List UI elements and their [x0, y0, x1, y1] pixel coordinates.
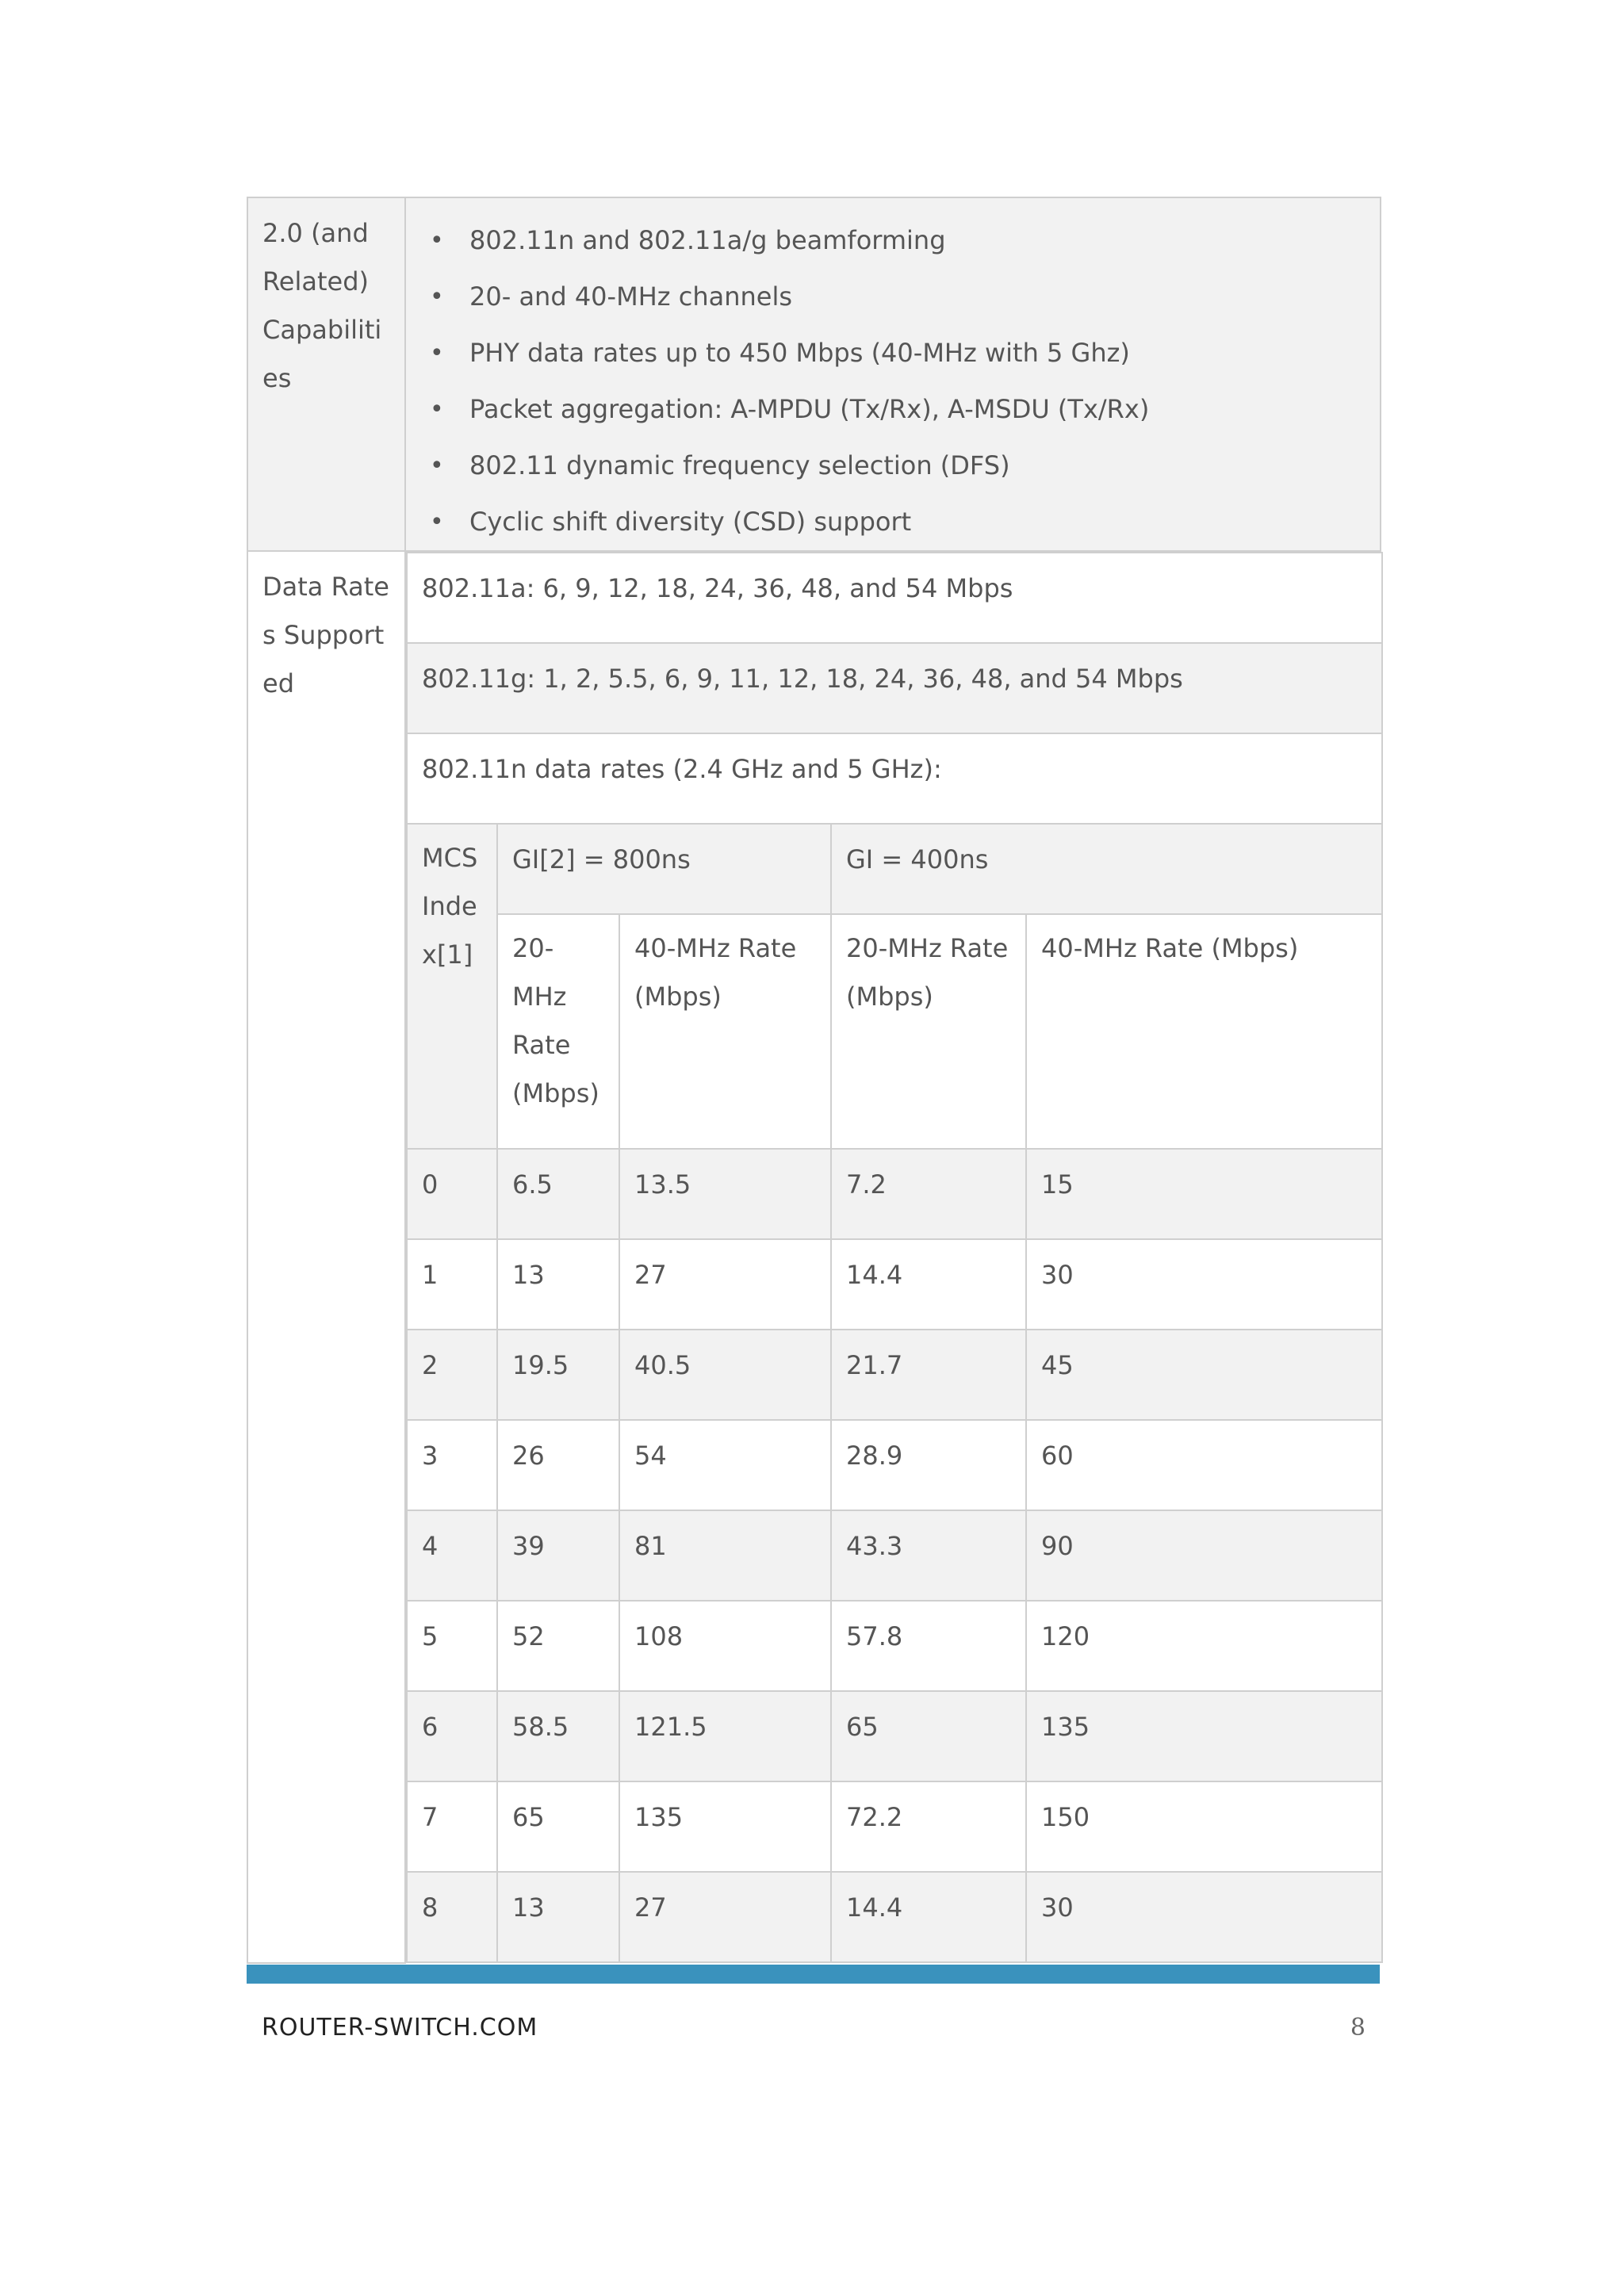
mcs-index-cell: 1 — [407, 1239, 497, 1330]
rate-80211a: 802.11a: 6, 9, 12, 18, 24, 36, 48, and 54 Mbps — [407, 553, 1382, 643]
rate-80211g-row — [407, 643, 1382, 733]
capability-text: 802.11 dynamic frequency selection (DFS) — [469, 450, 1010, 480]
footer-bar — [247, 1965, 1380, 1984]
rate-40-400-cell: 60 — [1026, 1420, 1382, 1510]
mcs-header-row — [407, 824, 1382, 914]
rate-20-800-cell: 13 — [497, 1239, 619, 1330]
rate-40-400-cell: 135 — [1026, 1691, 1382, 1781]
rate-40-800-header: 40-MHz Rate (Mbps) — [619, 914, 831, 1149]
rates-table — [406, 552, 1383, 1963]
rate-20-400-cell: 72.2 — [831, 1781, 1026, 1872]
capability-text: Packet aggregation: A-MPDU (Tx/Rx), A-MSDU (Tx/Rx) — [469, 394, 1150, 424]
capability-text: Cyclic shift diversity (CSD) support — [469, 507, 912, 537]
bullet-icon: • — [430, 452, 444, 480]
rate-40-400-cell: 30 — [1026, 1872, 1382, 1962]
capability-text: 802.11n and 802.11a/g beamforming — [469, 225, 946, 255]
rate-40-400-cell: 150 — [1026, 1781, 1382, 1872]
rate-20-800-cell: 19.5 — [497, 1330, 619, 1420]
rate-20-800-cell: 13 — [497, 1872, 619, 1962]
footer-site-name: ROUTER-SWITCH.COM — [262, 2014, 538, 2042]
mcs-subheader-row — [407, 914, 1382, 1149]
rate-20-400-cell: 43.3 — [831, 1510, 1026, 1601]
page-number: 8 — [1350, 2014, 1365, 2042]
rate-20-800-cell: 26 — [497, 1420, 619, 1510]
capability-text: PHY data rates up to 450 Mbps (40-MHz with 5 Ghz) — [469, 338, 1130, 368]
rate-80211g: 802.11g: 1, 2, 5.5, 6, 9, 11, 12, 18, 24, 36, 48, and 54 Mbps — [407, 643, 1382, 733]
gi-800-header: GI[2] = 800ns — [497, 824, 831, 914]
rate-20-400-cell: 28.9 — [831, 1420, 1026, 1510]
rate-20-800-cell: 6.5 — [497, 1149, 619, 1239]
mcs-index-cell: 4 — [407, 1510, 497, 1601]
rate-20-400-cell: 14.4 — [831, 1872, 1026, 1962]
rate-40-800-cell: 27 — [619, 1239, 831, 1330]
data-rates-row — [247, 551, 1381, 1963]
bullet-icon: • — [430, 339, 444, 367]
rate-80211n-row — [407, 733, 1382, 824]
rate-20-800-header: 20-MHz Rate (Mbps) — [497, 914, 619, 1149]
mcs-index-header: MCS Index[1] — [407, 824, 497, 1149]
rate-20-800-cell: 39 — [497, 1510, 619, 1601]
rate-40-400-header: 40-MHz Rate (Mbps) — [1026, 914, 1382, 1149]
rate-40-800-cell: 13.5 — [619, 1149, 831, 1239]
mcs-index-cell: 5 — [407, 1601, 497, 1691]
bullet-icon: • — [430, 227, 444, 254]
capability-item — [420, 269, 1365, 325]
rate-40-400-cell: 90 — [1026, 1510, 1382, 1601]
mcs-index-cell: 7 — [407, 1781, 497, 1872]
table-row — [407, 1872, 1382, 1962]
mcs-index-cell: 8 — [407, 1872, 497, 1962]
capability-item — [420, 325, 1365, 381]
capabilities-row — [247, 197, 1381, 551]
rate-40-800-cell: 121.5 — [619, 1691, 831, 1781]
data-rates-label: Data Rates Supported — [247, 551, 405, 1963]
table-row — [407, 1239, 1382, 1330]
capability-item — [420, 381, 1365, 438]
rate-20-800-cell: 58.5 — [497, 1691, 619, 1781]
bullet-icon: • — [430, 396, 444, 423]
rate-20-800-cell: 65 — [497, 1781, 619, 1872]
rate-20-400-cell: 57.8 — [831, 1601, 1026, 1691]
mcs-index-cell: 2 — [407, 1330, 497, 1420]
rate-20-400-cell: 21.7 — [831, 1330, 1026, 1420]
rate-40-800-cell: 108 — [619, 1601, 831, 1691]
table-row — [407, 1601, 1382, 1691]
table-row — [407, 1781, 1382, 1872]
table-row — [407, 1510, 1382, 1601]
bullet-icon: • — [430, 508, 444, 536]
mcs-index-cell: 0 — [407, 1149, 497, 1239]
rate-40-800-cell: 27 — [619, 1872, 831, 1962]
rate-80211a-row — [407, 553, 1382, 643]
rate-20-400-header: 20-MHz Rate (Mbps) — [831, 914, 1026, 1149]
capability-item — [420, 494, 1365, 550]
bullet-icon: • — [430, 283, 444, 311]
capability-item — [420, 438, 1365, 494]
rate-40-800-cell: 40.5 — [619, 1330, 831, 1420]
mcs-table-body — [407, 1149, 1382, 1962]
rate-40-400-cell: 45 — [1026, 1330, 1382, 1420]
capabilities-list — [420, 198, 1365, 550]
capabilities-content — [405, 197, 1381, 551]
capabilities-label: 2.0 (and Related) Capabilities — [247, 197, 405, 551]
rate-20-400-cell: 7.2 — [831, 1149, 1026, 1239]
rate-40-400-cell: 120 — [1026, 1601, 1382, 1691]
rate-40-800-cell: 81 — [619, 1510, 831, 1601]
gi-400-header: GI = 400ns — [831, 824, 1382, 914]
rate-40-800-cell: 135 — [619, 1781, 831, 1872]
data-rates-content — [405, 551, 1381, 1963]
table-row — [407, 1330, 1382, 1420]
rate-20-800-cell: 52 — [497, 1601, 619, 1691]
spec-table — [247, 197, 1381, 1964]
rate-20-400-cell: 14.4 — [831, 1239, 1026, 1330]
capability-item — [420, 212, 1365, 269]
rate-80211n-intro: 802.11n data rates (2.4 GHz and 5 GHz): — [407, 733, 1382, 824]
rate-40-400-cell: 15 — [1026, 1149, 1382, 1239]
mcs-index-cell: 6 — [407, 1691, 497, 1781]
table-row — [407, 1420, 1382, 1510]
rate-20-400-cell: 65 — [831, 1691, 1026, 1781]
rate-40-800-cell: 54 — [619, 1420, 831, 1510]
table-row — [407, 1149, 1382, 1239]
mcs-index-cell: 3 — [407, 1420, 497, 1510]
rate-40-400-cell: 30 — [1026, 1239, 1382, 1330]
table-row — [407, 1691, 1382, 1781]
capability-text: 20- and 40-MHz channels — [469, 281, 793, 312]
